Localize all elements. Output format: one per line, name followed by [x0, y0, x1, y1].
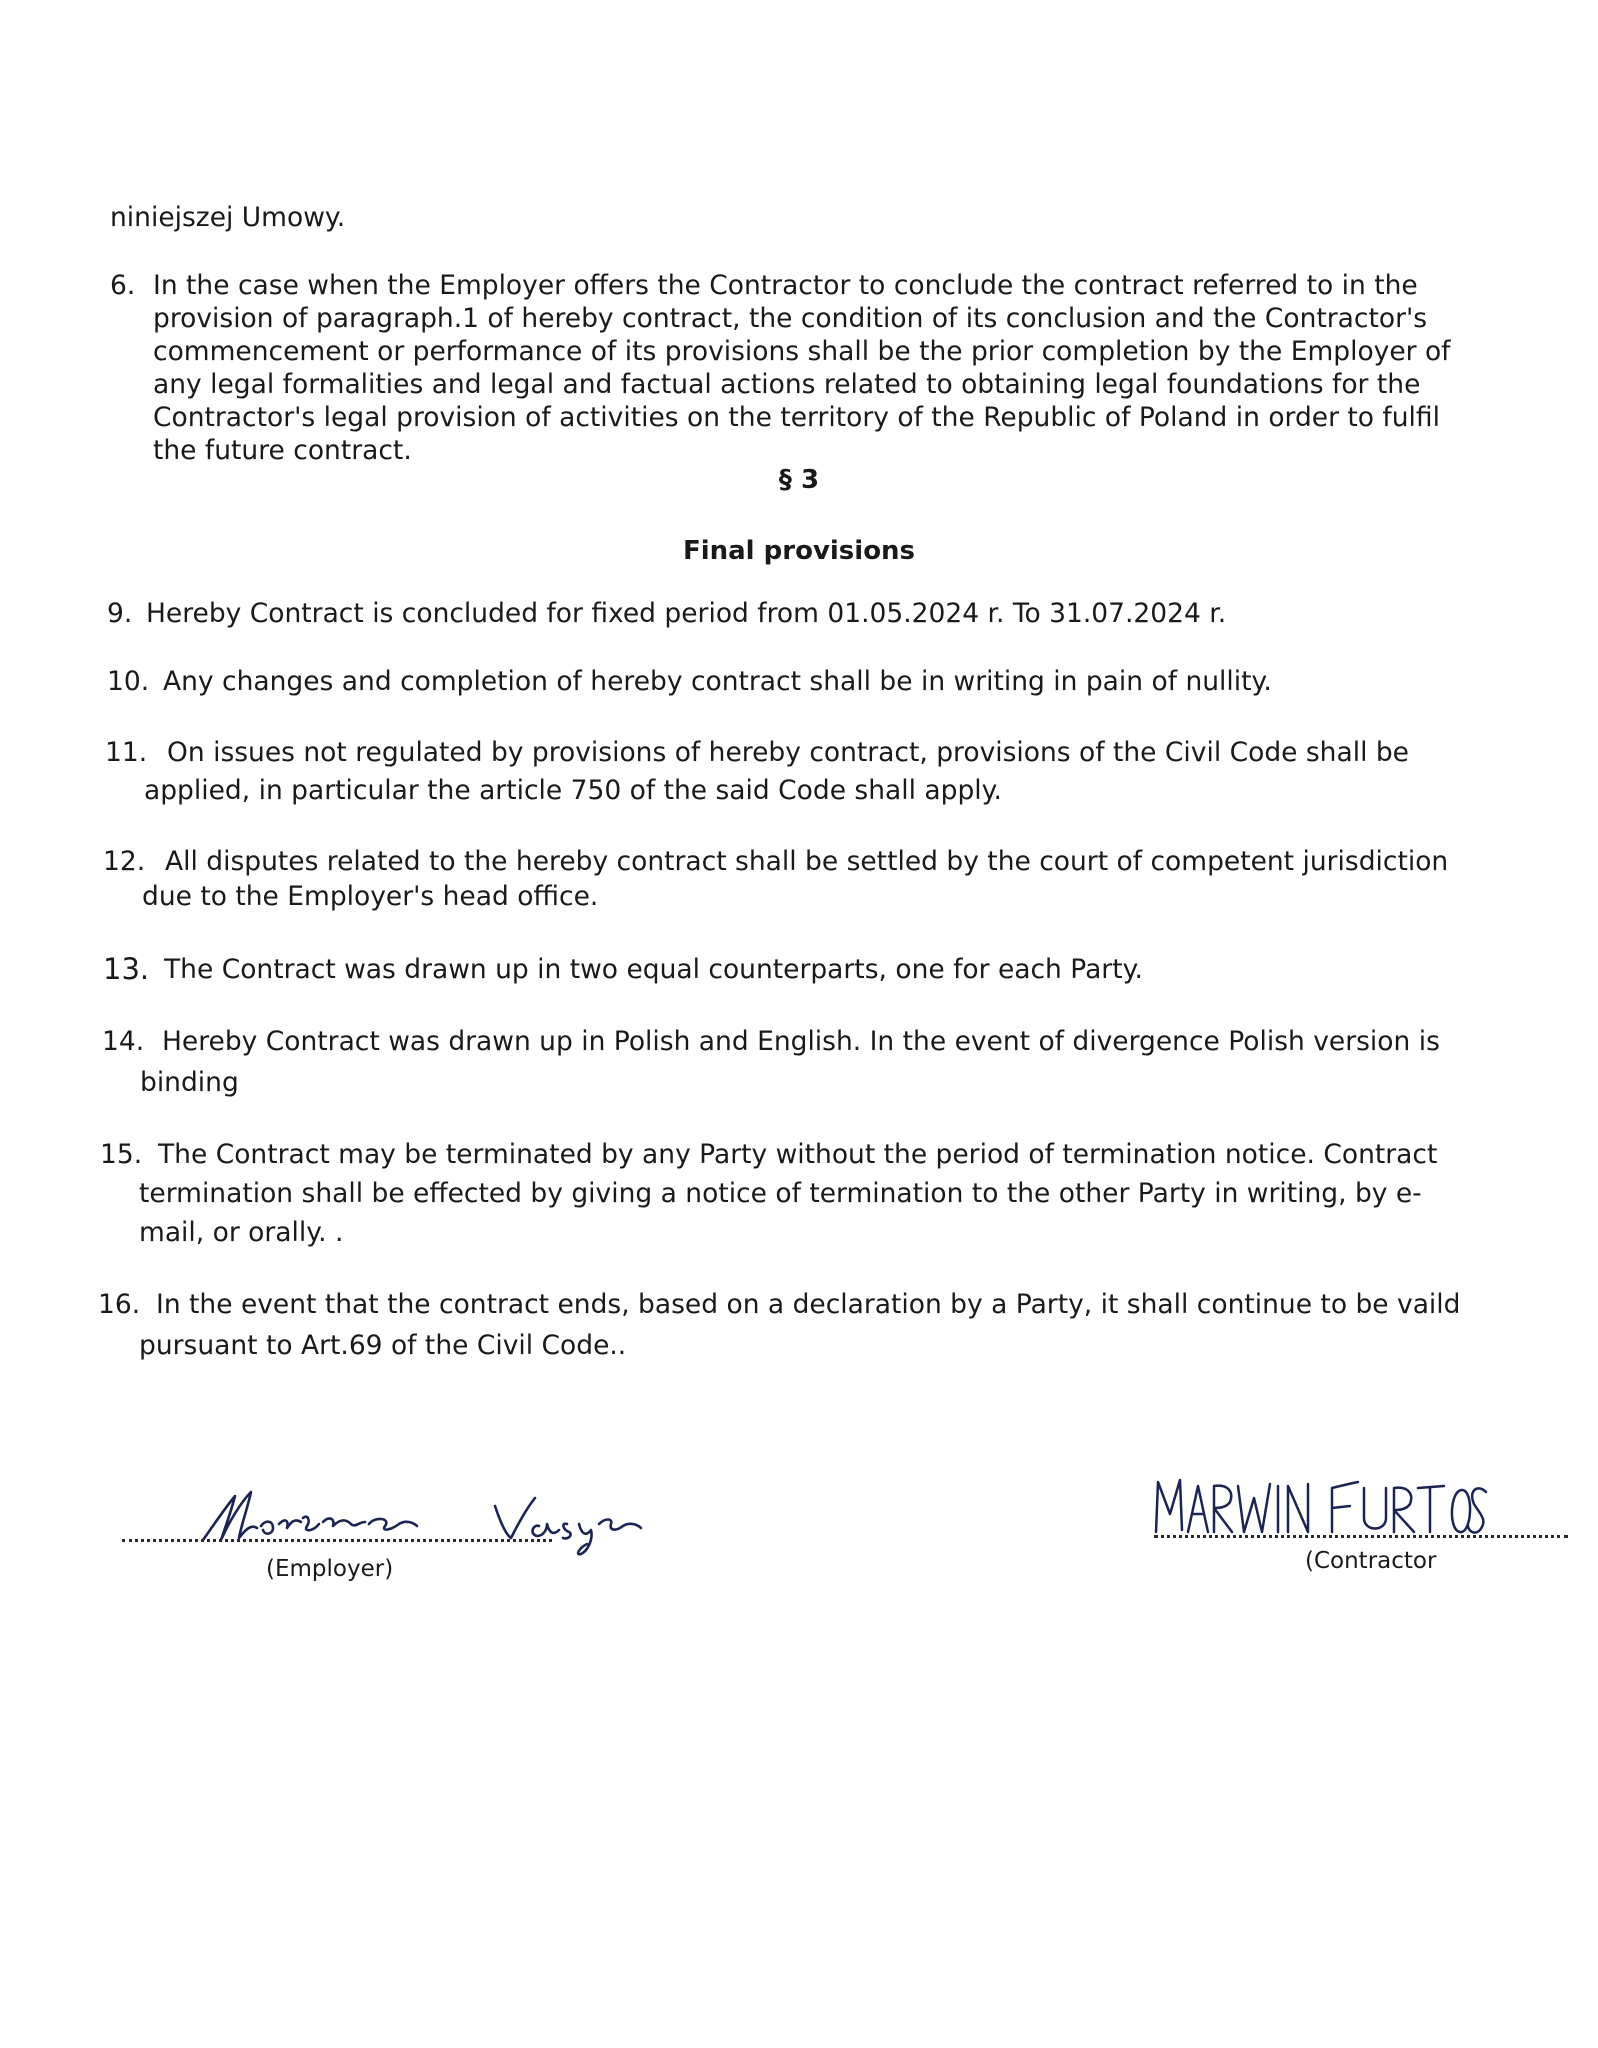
clause-number: 6.	[110, 270, 136, 301]
clause-number: 13.	[103, 952, 150, 986]
contractor-signature	[1152, 1474, 1488, 1538]
clause-number: 11.	[105, 737, 148, 768]
clause-number: 16.	[98, 1289, 141, 1320]
clause-line: In the event that the contract ends, based on a declaration by a Party, it shall continue to be vaild	[156, 1289, 1461, 1320]
clause-line: The Contract was drawn up in two equal counterparts, one for each Party.	[164, 954, 1143, 985]
clause-line: All disputes related to the hereby contract shall be settled by the court of competent jurisdiction	[165, 846, 1449, 877]
clause-line: Hereby Contract is concluded for fixed period from 01.05.2024 r. To 31.07.2024 r.	[146, 598, 1227, 629]
clause-line: the future contract.	[153, 435, 412, 466]
clause-line: commencement or performance of its provisions shall be the prior completion by the Employer of	[153, 336, 1451, 367]
employer-signature	[195, 1478, 645, 1558]
contractor-signature-line	[1154, 1535, 1568, 1538]
section-title: Final provisions	[682, 536, 916, 566]
clause-line: any legal formalities and legal and factual actions related to obtaining legal foundations for the	[153, 369, 1421, 400]
contractor-label: (Contractor	[1305, 1548, 1437, 1574]
clause-line: Any changes and completion of hereby contract shall be in writing in pain of nullity.	[163, 666, 1272, 697]
clause-line: pursuant to Art.69 of the Civil Code..	[139, 1330, 627, 1361]
clause-number: 9.	[107, 598, 133, 629]
clause-line: provision of paragraph.1 of hereby contract, the condition of its conclusion and the Contractor's	[153, 303, 1428, 334]
clause-number: 14.	[102, 1026, 145, 1057]
clause-line: binding	[140, 1067, 239, 1098]
employer-signature-line	[122, 1539, 552, 1542]
clause-line: The Contract may be terminated by any Party without the period of termination notice. Contract	[158, 1139, 1438, 1170]
clause-line: Hereby Contract was drawn up in Polish and English. In the event of divergence Polish version is	[162, 1026, 1440, 1057]
continuation-line: niniejszej Umowy.	[110, 202, 346, 233]
clause-number: 12.	[103, 846, 146, 877]
section-mark: § 3	[778, 465, 820, 495]
clause-line: mail, or orally. .	[139, 1217, 344, 1248]
clause-line: applied, in particular the article 750 of the said Code shall apply.	[144, 775, 1002, 806]
clause-line: In the case when the Employer offers the Contractor to conclude the contract referred to in the	[153, 270, 1418, 301]
employer-label: (Employer)	[266, 1556, 394, 1582]
clause-line: Contractor's legal provision of activities on the territory of the Republic of Poland in order to fulfil	[153, 402, 1440, 433]
clause-line: termination shall be effected by giving a notice of termination to the other Party in writing, by e-	[139, 1178, 1422, 1209]
clause-number: 15.	[100, 1139, 143, 1170]
clause-line: On issues not regulated by provisions of hereby contract, provisions of the Civil Code shall be	[167, 737, 1409, 768]
clause-line: due to the Employer's head office.	[142, 881, 599, 912]
clause-number: 10.	[107, 666, 150, 697]
